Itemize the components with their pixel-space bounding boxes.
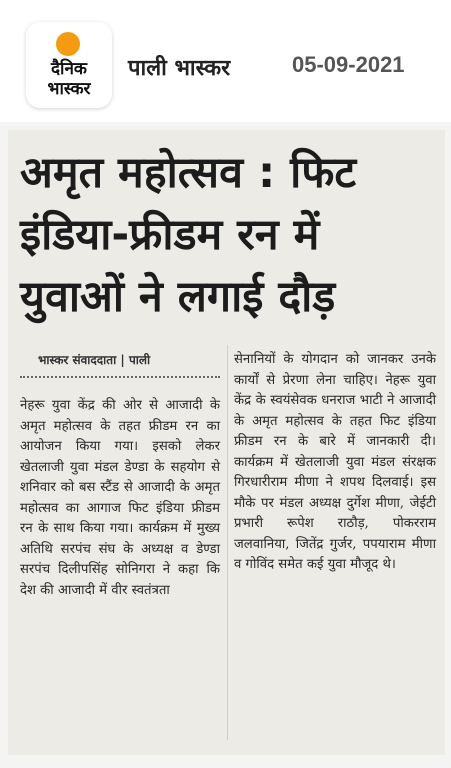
dainik-bhaskar-logo	[26, 22, 112, 108]
logo-text-line2: भास्कर	[47, 79, 91, 99]
byline-divider	[20, 376, 220, 378]
sun-logo-icon	[56, 32, 80, 56]
article-column-right: सेनानियों के योगदान को जानकर उनके कार्यों से प्रेरणा लेना चाहिए। नेहरू युवा केंद्र के स्वयंसेवक धनराज भाटी ने आजादी के अमृत महोत्सव के तहत फिट इंडिया फ्रीडम रन के बारे में जानकारी दी। कार्यक्रम में खेतलाजी युवा मंडल संरक्षक गिरधारीराम मीणा ने शपथ दिलवाई। इस मौके पर मंडल अध्यक्ष दुर्गेश मीणा, जेईटी प्रभारी रूपेश राठौड़, पोकरराम जलवानिया, जितेंद्र गुर्जर, पपयाराम मीणा व गोविंद समेत कई युवा मौजूद थे।	[234, 352, 436, 572]
column-divider	[227, 345, 228, 740]
edition-date: 05-09-2021	[292, 52, 405, 77]
article-column-left: नेहरू युवा केंद्र की ओर से आजादी के अमृत महोत्सव के तहत फ्रीडम रन का आयोजन किया गया। इसको लेकर खेतलाजी युवा मंडल डेण्डा के सहयोग से शनिवार को बस स्टैंड से आजादी के अमृत महोत्सव का आगाज फिट इंडिया फ्रीडम रन के साथ किया गया। कार्यक्रम में मुख्य अतिथि सरपंच संघ के अध्यक्ष व डेण्डा सरपंच दिलीपसिंह सोनिगरा ने कहा कि देश की आजादी में वीर स्वतंत्रता	[20, 398, 220, 598]
page-header	[0, 0, 451, 122]
article-headline: अमृत महोत्सव : फिट इंडिया-फ्रीडम रन में युवाओं ने लगाई दौड़	[20, 148, 357, 322]
edition-name: पाली भास्कर	[128, 56, 231, 81]
article-byline: भास्कर संवाददाता | पाली	[38, 353, 151, 367]
logo-text-line1: दैनिक	[51, 59, 87, 79]
